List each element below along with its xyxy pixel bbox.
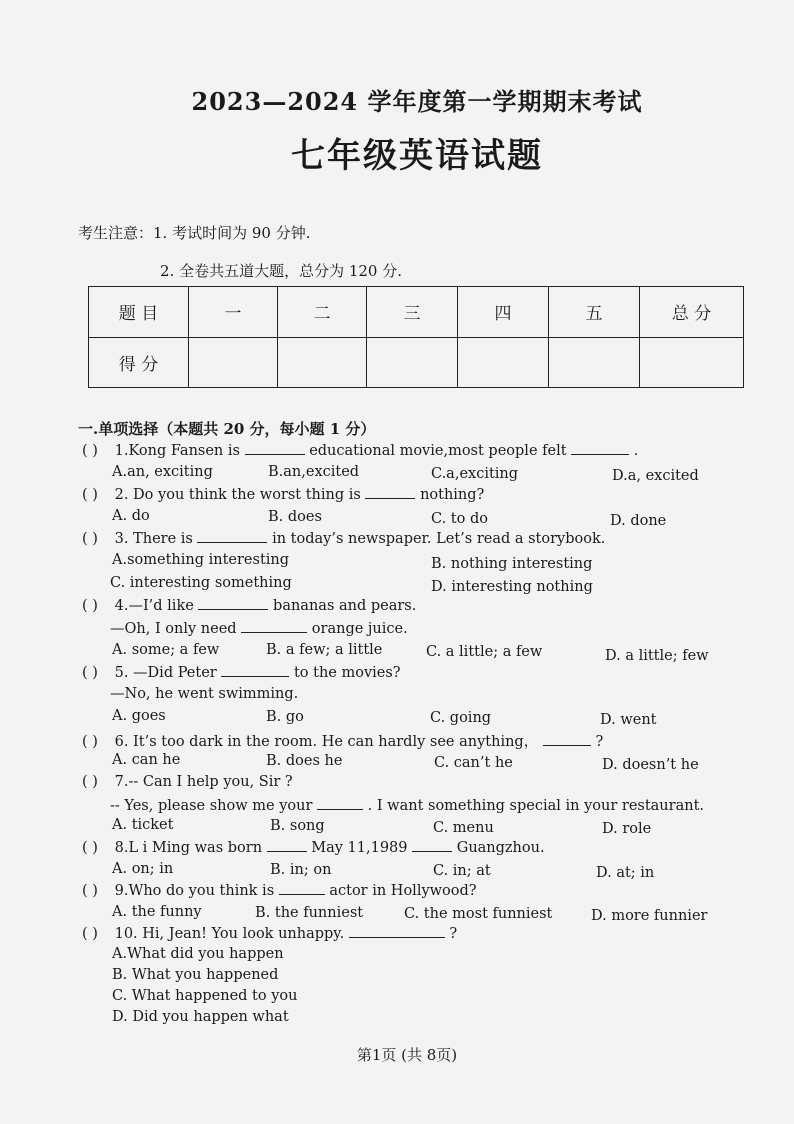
section-1-title: 一.单项选择（本题共 20 分，每小题 1 分） bbox=[78, 420, 376, 438]
q10-option-d: D. Did you happen what bbox=[112, 1009, 289, 1025]
q2-option-d: D. done bbox=[610, 513, 667, 529]
q8-option-b: B. in; on bbox=[270, 862, 332, 878]
answer-paren[interactable]: ( ) bbox=[82, 734, 98, 750]
exam-title: 2023—2024 学年度第一学期期末考试 bbox=[191, 87, 643, 116]
blank bbox=[241, 620, 307, 633]
page-number: 第1页 (共 8页) bbox=[356, 1046, 458, 1064]
q7-option-d: D. role bbox=[602, 821, 652, 837]
score-cell-1[interactable] bbox=[189, 337, 278, 388]
col-total: 总 分 bbox=[640, 287, 744, 338]
q3-option-a: A.something interesting bbox=[112, 552, 290, 568]
q7-option-c: C. menu bbox=[433, 820, 494, 836]
question-2: ( ) 2. Do you think the worst thing is nothing? bbox=[82, 487, 485, 503]
answer-paren[interactable]: ( ) bbox=[82, 487, 98, 503]
blank bbox=[412, 839, 452, 852]
question-4-line-2: —Oh, I only need orange juice. bbox=[110, 621, 408, 637]
answer-paren[interactable]: ( ) bbox=[82, 443, 98, 459]
q2-option-b: B. does bbox=[268, 509, 322, 525]
answer-paren[interactable]: ( ) bbox=[82, 840, 98, 856]
question-1: ( ) 1.Kong Fansen is educational movie,most people felt . bbox=[82, 443, 639, 459]
row-label-item: 题 目 bbox=[89, 287, 189, 338]
answer-paren[interactable]: ( ) bbox=[82, 883, 98, 899]
question-8: ( ) 8.L i Ming was born May 11,1989 Guangzhou. bbox=[82, 840, 545, 856]
q9-option-d: D. more funnier bbox=[591, 908, 708, 924]
exam-subject-title: 七年级英语试题 bbox=[291, 136, 543, 176]
blank bbox=[365, 486, 415, 499]
question-4: ( ) 4.—I’d like bananas and pears. bbox=[82, 598, 417, 614]
q4-option-a: A. some; a few bbox=[112, 642, 220, 658]
question-6: ( ) 6. It’s too dark in the room. He can hardly see anything， ? bbox=[82, 734, 604, 750]
col-4: 四 bbox=[458, 287, 549, 338]
q8-option-c: C. in; at bbox=[433, 863, 491, 879]
question-7-line-2: -- Yes, please show me your . I want something special in your restaurant. bbox=[110, 798, 704, 814]
score-table-score-row bbox=[89, 337, 744, 388]
blank bbox=[571, 442, 629, 455]
q10-option-b: B. What you happened bbox=[112, 967, 279, 983]
q6-option-b: B. does he bbox=[266, 753, 343, 769]
q4-option-d: D. a little; few bbox=[605, 648, 709, 664]
answer-paren[interactable]: ( ) bbox=[82, 774, 98, 790]
col-3: 三 bbox=[367, 287, 458, 338]
col-2: 二 bbox=[278, 287, 367, 338]
col-5: 五 bbox=[549, 287, 640, 338]
blank bbox=[221, 664, 289, 677]
score-cell-2[interactable] bbox=[278, 337, 367, 388]
blank bbox=[349, 925, 445, 938]
q5-option-d: D. went bbox=[600, 712, 657, 728]
q3-option-c: C. interesting something bbox=[110, 575, 292, 591]
q9-option-c: C. the most funniest bbox=[404, 906, 553, 922]
score-cell-3[interactable] bbox=[367, 337, 458, 388]
q6-option-c: C. can’t he bbox=[434, 755, 513, 771]
score-cell-total[interactable] bbox=[640, 337, 744, 388]
score-table-header-row bbox=[89, 287, 744, 338]
q1-option-b: B.an,excited bbox=[268, 464, 360, 480]
q9-option-b: B. the funniest bbox=[255, 905, 364, 921]
notice-line-1: 考生注意：1. 考试时间为 90 分钟. bbox=[78, 224, 311, 242]
blank bbox=[543, 733, 591, 746]
col-1: 一 bbox=[189, 287, 278, 338]
notice-line-2: 2. 全卷共五道大题，总分为 120 分. bbox=[160, 262, 403, 280]
q8-option-a: A. on; in bbox=[112, 861, 174, 877]
q7-option-a: A. ticket bbox=[112, 817, 174, 833]
blank bbox=[317, 797, 363, 810]
blank bbox=[197, 530, 267, 543]
q10-option-c: C. What happened to you bbox=[112, 988, 298, 1004]
row-label-score: 得 分 bbox=[89, 337, 189, 388]
answer-paren[interactable]: ( ) bbox=[82, 598, 98, 614]
q1-option-c: C.a,exciting bbox=[431, 466, 519, 482]
q1-option-a: A.an, exciting bbox=[112, 464, 213, 480]
blank bbox=[198, 597, 268, 610]
q2-option-c: C. to do bbox=[431, 511, 488, 527]
q3-option-d: D. interesting nothing bbox=[431, 579, 593, 595]
answer-paren[interactable]: ( ) bbox=[82, 531, 98, 547]
score-cell-4[interactable] bbox=[458, 337, 549, 388]
blank bbox=[279, 882, 325, 895]
question-5: ( ) 5. —Did Peter to the movies? bbox=[82, 665, 401, 681]
q4-option-c: C. a little; a few bbox=[426, 644, 543, 660]
q3-option-b: B. nothing interesting bbox=[431, 556, 593, 572]
blank bbox=[245, 442, 305, 455]
question-7: ( ) 7.-- Can I help you, Sir ? bbox=[82, 774, 293, 790]
answer-paren[interactable]: ( ) bbox=[82, 665, 98, 681]
q5-option-b: B. go bbox=[266, 709, 304, 725]
q9-option-a: A. the funny bbox=[112, 904, 202, 920]
q8-option-d: D. at; in bbox=[596, 865, 655, 881]
q5-option-a: A. goes bbox=[112, 708, 166, 724]
q6-option-d: D. doesn’t he bbox=[602, 757, 699, 773]
q4-option-b: B. a few; a little bbox=[266, 642, 383, 658]
question-9: ( ) 9.Who do you think is actor in Hollywood? bbox=[82, 883, 477, 899]
blank bbox=[267, 839, 307, 852]
q7-option-b: B. song bbox=[270, 818, 325, 834]
question-5-line-2: —No, he went swimming. bbox=[110, 686, 299, 702]
q1-option-d: D.a, excited bbox=[612, 468, 699, 484]
answer-paren[interactable]: ( ) bbox=[82, 926, 98, 942]
question-10: ( ) 10. Hi, Jean! You look unhappy. ? bbox=[82, 926, 458, 942]
score-cell-5[interactable] bbox=[549, 337, 640, 388]
q6-option-a: A. can he bbox=[112, 752, 181, 768]
question-3: ( ) 3. There is in today’s newspaper. Let’s read a storybook. bbox=[82, 531, 606, 547]
q2-option-a: A. do bbox=[112, 508, 150, 524]
q5-option-c: C. going bbox=[430, 710, 492, 726]
q10-option-a: A.What did you happen bbox=[112, 946, 284, 962]
score-table bbox=[88, 286, 744, 388]
